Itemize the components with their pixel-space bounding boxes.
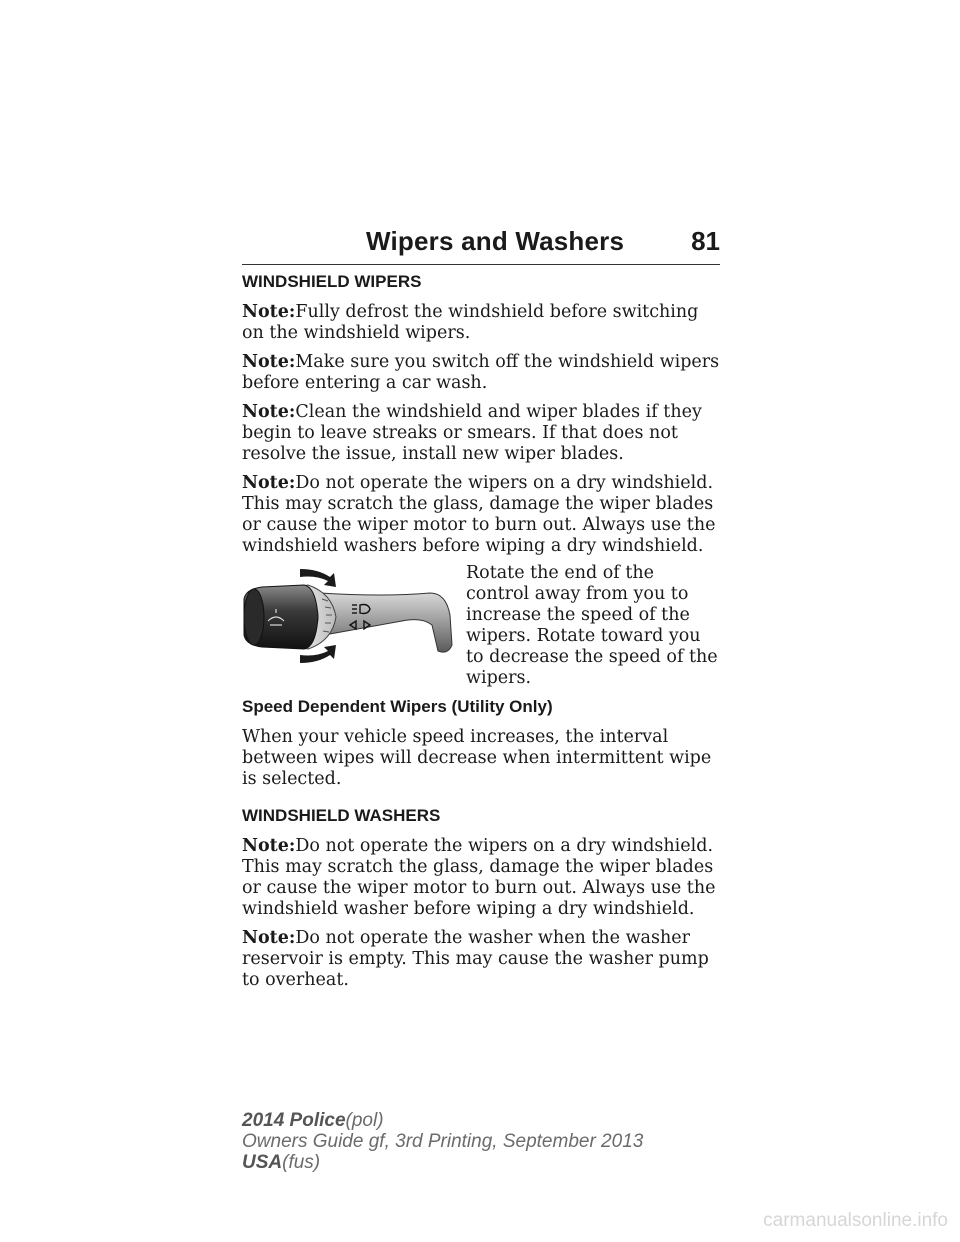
wipers-note-2 <box>242 352 722 394</box>
page-content <box>242 270 722 991</box>
washers-note-1 <box>242 836 722 920</box>
page-header <box>242 226 720 265</box>
footer-model-line <box>242 1110 643 1131</box>
footer-market: USA <box>242 1152 283 1173</box>
note-text: Clean the windshield and wiper blades if they begin to leave streaks or smears. If that does not resolve the issue, install new wiper blades. <box>242 402 702 464</box>
speed-dependent-heading: Speed Dependent Wipers (Utility Only) <box>242 697 553 716</box>
page-footer <box>242 1110 643 1173</box>
footer-model-code: (pol) <box>345 1110 384 1131</box>
wipers-note-1 <box>242 302 722 344</box>
note-label: Note: <box>242 928 296 948</box>
footer-model: 2014 Police <box>242 1110 346 1131</box>
wipers-note-4 <box>242 473 722 557</box>
wipers-note-3 <box>242 402 722 465</box>
note-label: Note: <box>242 302 296 322</box>
washers-note-2 <box>242 928 722 991</box>
page-number: 81 <box>691 226 720 256</box>
note-text: Do not operate the wipers on a dry windshield. This may scratch the glass, damage the wiper blades or cause the wiper motor to burn out. Always use the windshield washer before wiping a dry windshield. <box>242 836 716 919</box>
note-label: Note: <box>242 836 296 856</box>
note-text: Fully defrost the windshield before switching on the windshield wipers. <box>242 302 699 343</box>
note-text: Do not operate the wipers on a dry windshield. This may scratch the glass, damage the wiper blades or cause the wiper motor to burn out. Always use the windshield washers before wiping a dry windshield. <box>242 473 716 556</box>
figure-caption: Rotate the end of the control away from you to increase the speed of the wipers. Rotate toward you to decrease the speed of the wipers. <box>466 563 718 688</box>
section-title: Wipers and Washers <box>366 226 625 256</box>
figure-caption-block <box>466 563 722 689</box>
note-text: Make sure you switch off the windshield wipers before entering a car wash. <box>242 352 720 393</box>
speed-dependent-text: When your vehicle speed increases, the interval between wipes will decrease when intermittent wipe is selected. <box>242 727 712 789</box>
note-label: Note: <box>242 402 296 422</box>
footer-market-line <box>242 1152 643 1173</box>
footer-market-code: (fus) <box>282 1152 321 1173</box>
note-label: Note: <box>242 473 296 493</box>
wiper-control-figure-row <box>242 563 722 687</box>
note-text: Do not operate the washer when the washer reservoir is empty. This may cause the washer pump to overheat. <box>242 928 709 990</box>
wiper-stalk-illustration <box>232 563 460 669</box>
note-label: Note: <box>242 352 296 372</box>
wipers-heading: WINDSHIELD WIPERS <box>242 272 422 291</box>
footer-printing: Owners Guide gf, 3rd Printing, September 2013 <box>242 1131 644 1152</box>
washers-heading: WINDSHIELD WASHERS <box>242 806 441 825</box>
watermark: carmanualsonline.info <box>763 1210 948 1231</box>
